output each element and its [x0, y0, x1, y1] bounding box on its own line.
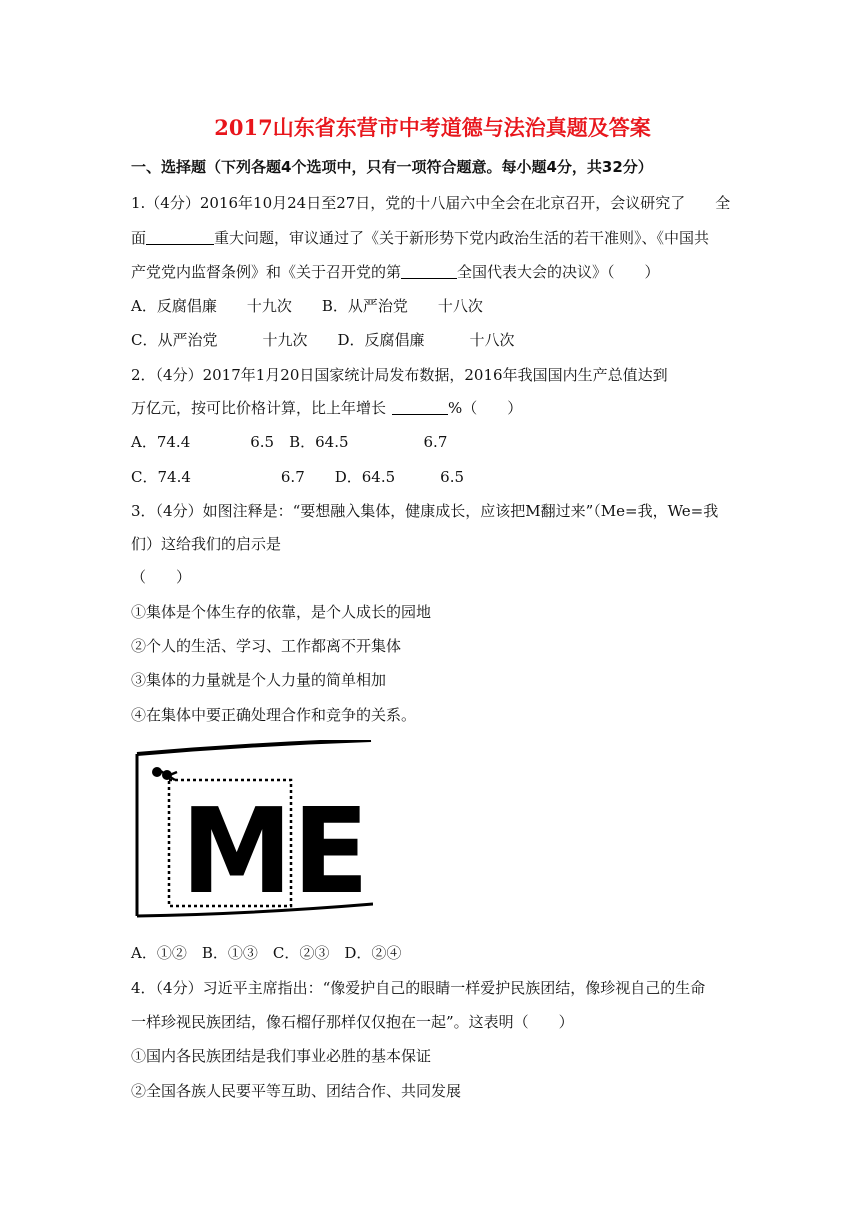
q3-statement-4: ④在集体中要正确处理合作和竞争的关系。 — [131, 706, 417, 724]
q1-text-3b: 全国代表大会的决议》（ ） — [457, 263, 660, 281]
q4-statement-2: ②全国各族人民要平等互助、团结合作、共同发展 — [131, 1082, 462, 1100]
q3-line-2: 们）这给我们的启示是 — [131, 535, 282, 553]
q1-text-1a: 1.（4分）2016年10月24日至27日，党的十八届六中全会在北京召开，会议研究了 — [131, 194, 686, 212]
q3-statement-1: ①集体是个体生存的依靠，是个人成长的园地 — [131, 603, 432, 621]
q4-statement-1: ①国内各民族团结是我们事业必胜的基本保证 — [131, 1047, 432, 1065]
me-cutout-figure — [133, 740, 373, 924]
q1-text-3a: 产党党内监督条例》和《关于召开党的第 — [131, 263, 402, 281]
q3-statement-3: ③集体的力量就是个人力量的简单相加 — [131, 671, 387, 689]
q1-options-cd: C．从严治党 十九次 D．反腐倡廉 十八次 — [131, 331, 515, 349]
figure-top-edge — [137, 740, 371, 754]
q3-line-1: 3．（4分）如图注释是：“要想融入集体，健康成长，应该把M翻过来”（Me=我，We=我 — [131, 502, 719, 520]
q1-blank-2 — [401, 263, 457, 279]
q1-options-ab: A．反腐倡廉 十九次 B．从严治党 十八次 — [131, 297, 483, 315]
q1-text-2a: 面 — [131, 229, 147, 247]
q4-line-1: 4．（4分）习近平主席指出：“像爱护自己的眼睛一样爱护民族团结，像珍视自己的生命 — [131, 979, 706, 997]
q3-options: A．①② B．①③ C．②③ D．②④ — [131, 944, 402, 962]
q3-statement-2: ②个人的生活、学习、工作都离不开集体 — [131, 637, 402, 655]
page-title: 2017山东省东营市中考道德与法治真题及答案 — [214, 115, 651, 140]
q3-line-3: （ ） — [131, 568, 192, 586]
q1-text-2b: 重大问题，审议通过了《关于新形势下党内政治生活的若干准则》、《中国共 — [214, 229, 710, 247]
q2-line-1: 2．（4分）2017年1月20日国家统计局发布数据，2016年我国国内生产总值达到 — [131, 366, 668, 384]
q1-text-1b: 全 — [715, 194, 731, 212]
scissors-icon — [152, 767, 177, 780]
q1-line-1 — [131, 193, 730, 213]
q2-line-2 — [131, 398, 522, 418]
q2-text-2b: %（ ） — [448, 399, 523, 417]
q2-options-cd: C．74.4 6.7 D．64.5 6.5 — [131, 468, 465, 486]
q1-line-3 — [131, 262, 660, 282]
me-letters: ME — [181, 782, 369, 920]
q4-line-2: 一样珍视民族团结，像石榴仔那样仅仅抱在一起”。这表明（ ） — [131, 1013, 574, 1031]
q2-options-ab: A．74.4 6.5 B．64.5 6.7 — [131, 433, 448, 451]
q1-blank-1 — [146, 229, 214, 245]
q2-blank — [392, 399, 448, 415]
section-heading: 一、选择题（下列各题4个选项中，只有一项符合题意。每小题4分，共32分） — [131, 158, 653, 176]
q2-text-2a: 万亿元，按可比价格计算，比上年增长 — [131, 399, 387, 417]
q1-line-2 — [131, 228, 709, 248]
